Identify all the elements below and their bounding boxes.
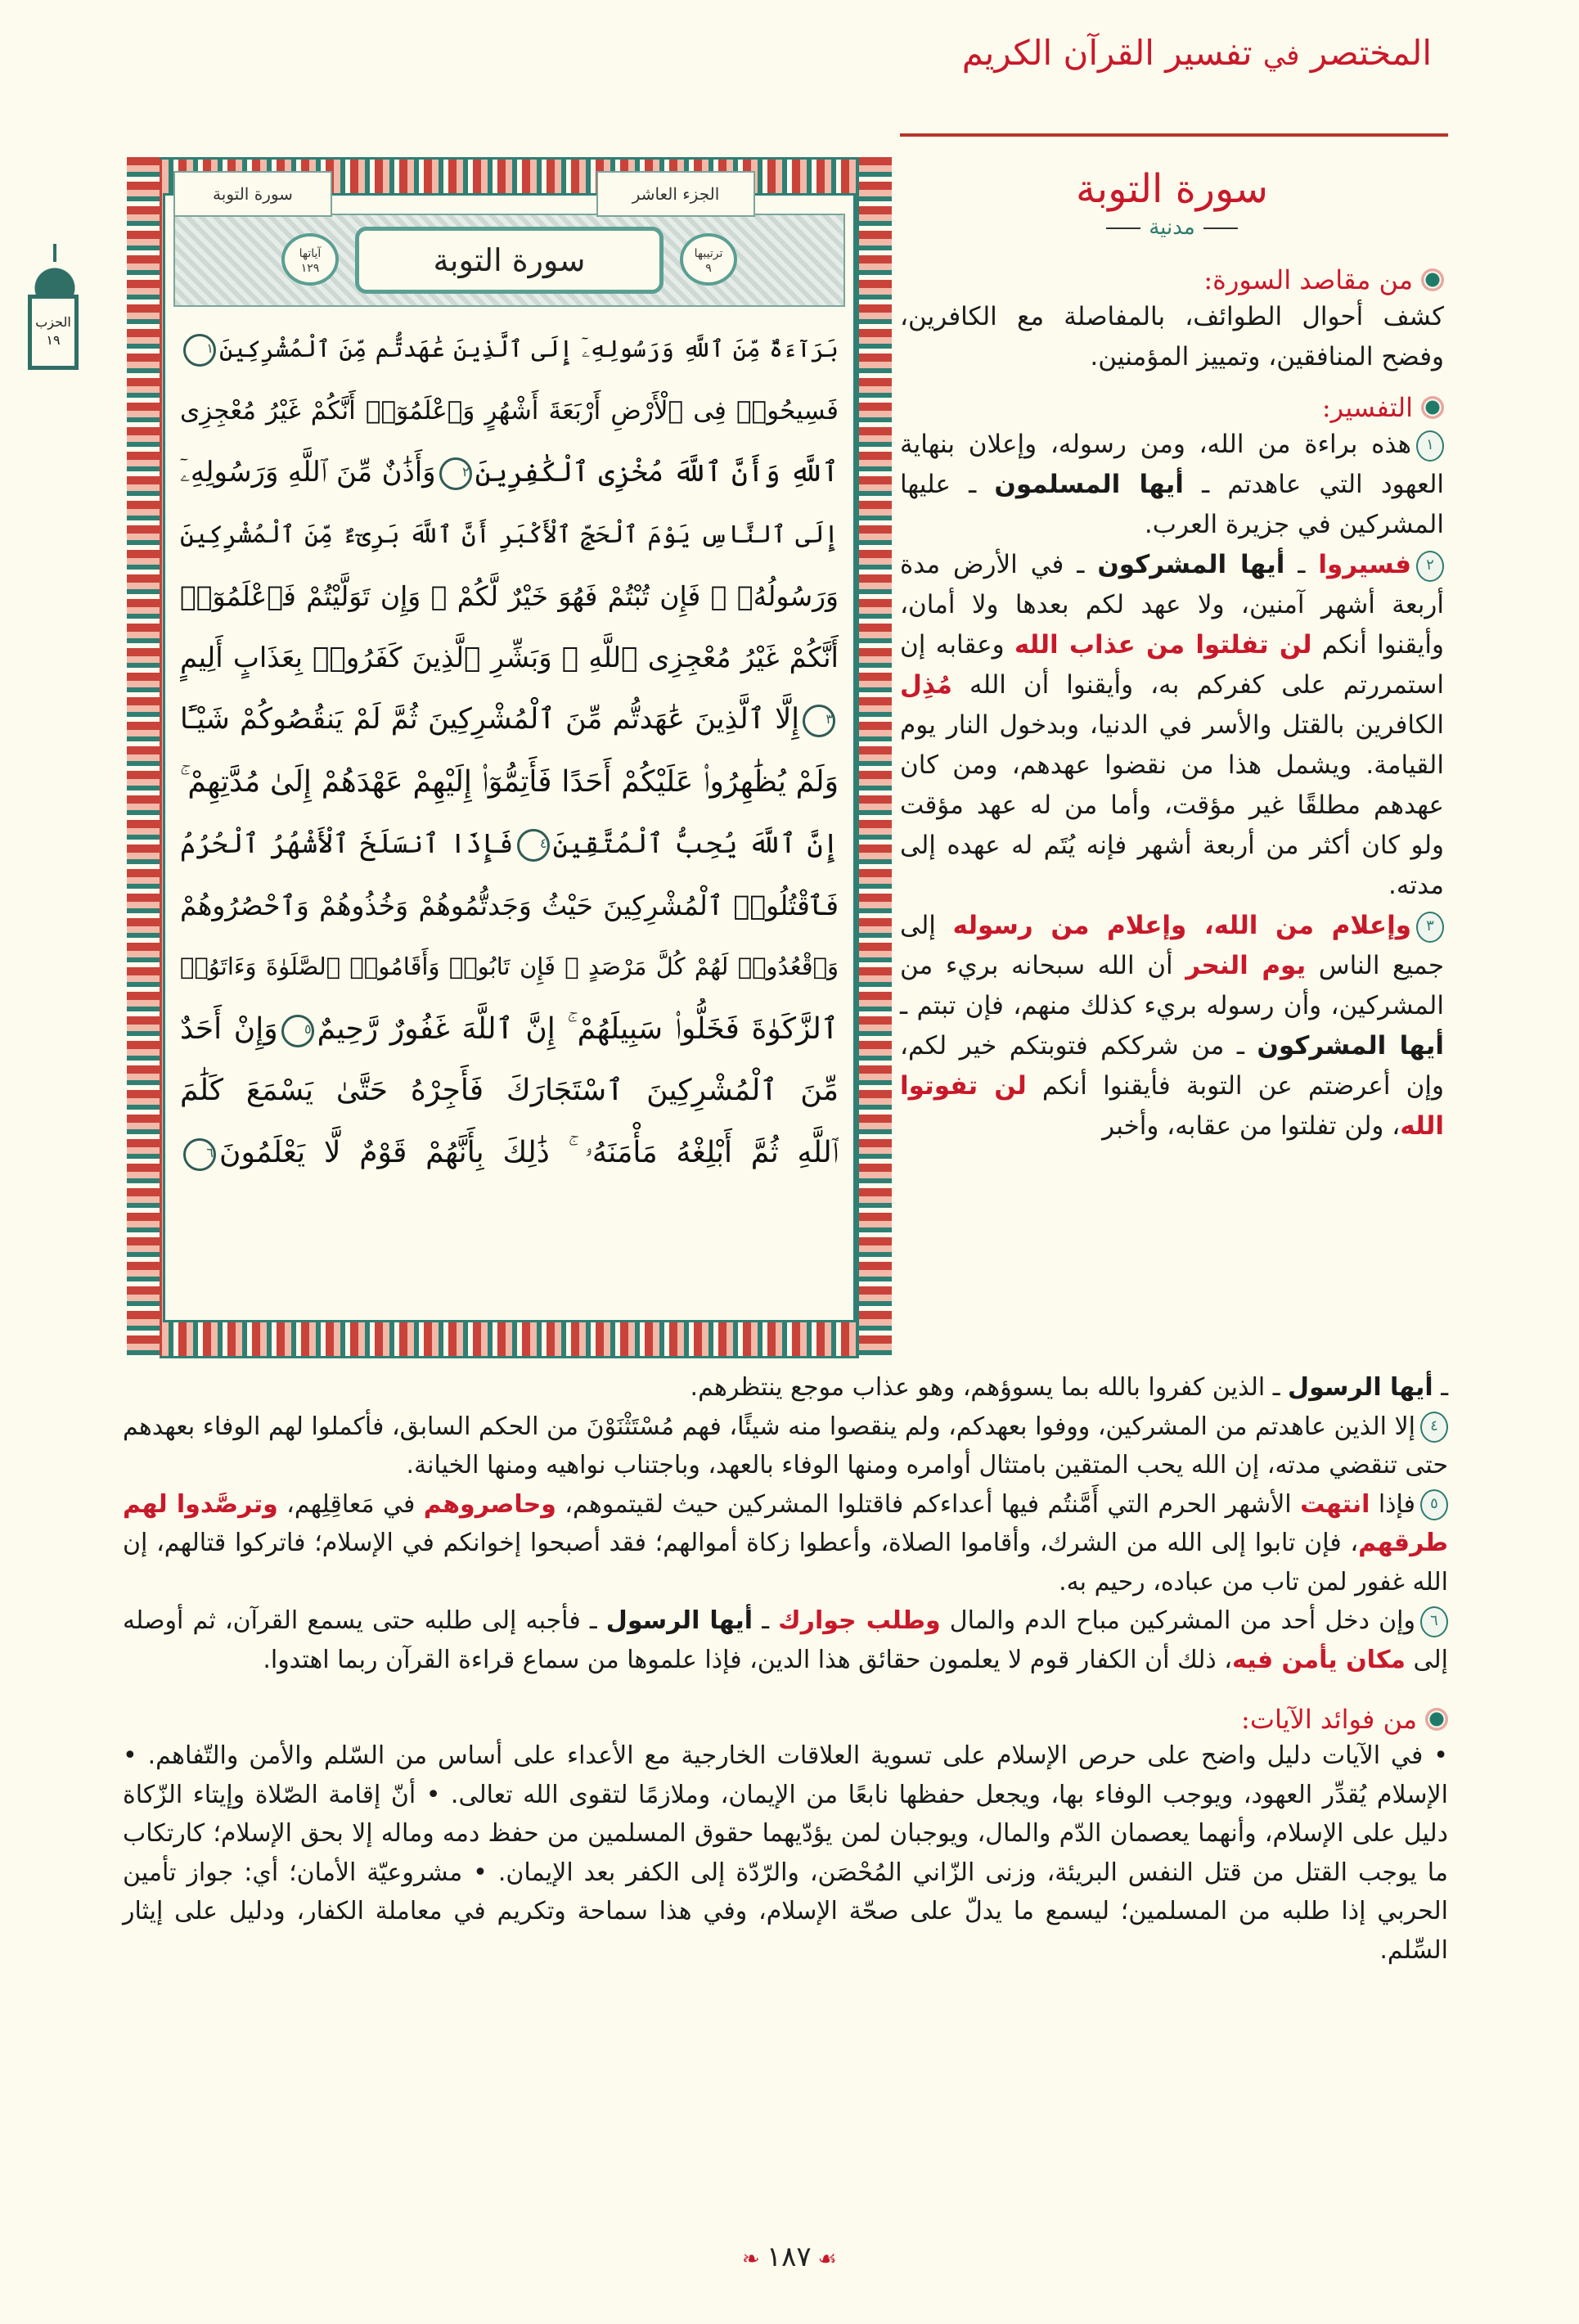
addressee: أيها المشركون	[1097, 550, 1285, 579]
text: إلا الذين عاهدتم من المشركين، ووفوا بعهدكم، ولم ينقصوا منه شيئًا، فهم مُسْتَثْنَوْنَ من الحكم السابق، فأكملوا لهم الوفاء بعهدهم حتى تنقضي مدته، إن الله يحب المتقين بامتثال أوامره ومنها الوفاء بالعهد، وباجتناب نواهيه ومنها الخيانة.	[123, 1412, 1448, 1480]
hizb-box	[28, 295, 79, 370]
order-label: ترتيبها	[694, 247, 723, 260]
full-width-commentary	[123, 1368, 1448, 1970]
addressee: أيها الرسول	[605, 1606, 754, 1635]
verse-number-icon: ١	[1416, 430, 1444, 462]
text: الكافرين بالقتل والأسر في الدنيا، وبدخول النار يوم القيامة. ويشمل هذا من نقضوا عهدهم، ومن كان عهدهم مطلقًا غير مؤقت، وأما من له عهد مؤقت ولو كان أكثر من أربعة أشهر فإنه يُتَم له عهده إلى مدته.	[900, 710, 1444, 900]
ayat-count-medallion	[281, 233, 339, 286]
verse-number-icon: ٦	[1420, 1606, 1448, 1637]
hizb-number: ١٩	[46, 332, 61, 348]
quran-line-text: إِلَى ٱلنَّاسِ يَوْمَ ٱلْحَجِّ ٱلْأَكْبَرِ أَنَّ ٱللَّهَ بَرِىٓءٌ مِّنَ ٱلْمُشْرِكِينَ	[180, 520, 839, 549]
quran-line-text: وَٱقْعُدُوا۟ لَهُمْ كُلَّ مَرْصَدٍ ۚ فَإِن تَابُوا۟ وَأَقَامُوا۟ ٱلصَّلَوٰةَ وَءَاتَوُا۟	[180, 953, 839, 980]
quran-line-text: مِّنَ ٱلْمُشْرِكِينَ ٱسْتَجَارَكَ فَأَجِرْهُ حَتَّىٰ يَسْمَعَ كَلَٰمَ	[180, 1074, 839, 1107]
page-number	[0, 2241, 1579, 2273]
tafsir-heading	[900, 392, 1444, 423]
quran-line-text: فَسِيحُوا۟ فِى ٱلْأَرْضِ أَرْبَعَةَ أَشْهُرٍ وَٱعْلَمُوٓا۟ أَنَّكُمْ غَيْرُ مُعْجِزِى	[180, 395, 839, 426]
text: ، فإن تابوا إلى الله من الشرك، وأقاموا الصلاة، وأعطوا زكاة أموالهم؛ فقد أصبحوا إخوانكم في الإسلام؛ فاتركوا قتالهم، إن الله غفور لمن تاب من عباده، رحيم به.	[123, 1529, 1448, 1597]
surah-order-medallion	[680, 233, 737, 286]
quran-word: فسيروا	[1318, 550, 1412, 579]
addressee: أيها الرسول	[1288, 1373, 1433, 1402]
quran-word: وإعلام من الله، وإعلام من رسوله	[952, 911, 1411, 940]
juz-label: الجزء العاشر	[596, 171, 755, 217]
ornament-icon: ☙	[817, 2247, 837, 2272]
aims-heading	[900, 264, 1444, 295]
text: ـ	[1433, 1373, 1448, 1402]
quran-line-text: وَلَمْ يُظَٰهِرُوا۟ عَلَيْكُمْ أَحَدًا فَأَتِمُّوٓا۟ إِلَيْهِمْ عَهْدَهُمْ إِلَىٰ مُدَّتِهِمْ ۚ	[180, 764, 839, 799]
text: ـ في الأرض مدة أربعة أشهر آمنين، ولا عهد لكم بعدها ولا أمان، وأيقنوا أنكم	[900, 550, 1444, 660]
hizb-marker	[26, 254, 83, 376]
quran-line	[180, 875, 839, 937]
ayah-end-marker-icon: ٣	[803, 705, 835, 737]
tafsir-verse-1	[900, 425, 1444, 545]
quran-line	[180, 565, 839, 628]
text: وإن دخل أحد من المشركين مباح الدم والمال	[940, 1606, 1415, 1635]
mushaf-page	[163, 184, 856, 1322]
tafsir-verse-3	[900, 906, 1444, 1146]
quran-line-text: إِلَّا ٱلَّذِينَ عَٰهَدتُّم مِّنَ ٱلْمُشْرِكِينَ ثُمَّ لَمْ يَنقُصُوكُمْ شَيْـًٔا	[180, 703, 799, 736]
rosette-icon	[1421, 396, 1444, 419]
text: أن الله سبحانه بريء من المشركين، وأن رسوله بريء كذلك منهم، فإن تبتم ـ	[900, 951, 1444, 1020]
quran-text	[180, 318, 839, 1183]
tafsir-verse-4	[123, 1407, 1448, 1485]
verse-number-icon: ٣	[1416, 912, 1444, 943]
text: ، ذلك أن الكفار قوم لا يعلمون حقائق هذا الدين، فإذا علموها من سماع قراءة القرآن ربما اهتدوا.	[263, 1645, 1232, 1674]
tafsir-heading-text: التفسير:	[1321, 392, 1413, 423]
ayah-end-marker-icon: ١	[183, 334, 216, 367]
quran-line	[180, 1122, 839, 1184]
ayat-count-label: آياتها	[299, 247, 322, 260]
hizb-label: الحزب	[35, 314, 71, 330]
quran-word: لن تفلتوا من عذاب الله	[1014, 630, 1312, 660]
book-title-part1: المختصر	[1310, 33, 1432, 73]
quran-word: لن تفوتوا الله	[900, 1071, 1444, 1141]
quran-line	[180, 751, 839, 813]
surah-banner	[173, 214, 845, 307]
ayah-end-marker-icon: ٤	[517, 829, 550, 862]
addressee: أيها المسلمون	[994, 470, 1184, 499]
quran-line	[180, 1060, 839, 1122]
tafsir-verse-2	[900, 545, 1444, 906]
revelation-label: مدنية	[1149, 215, 1195, 240]
quran-line-text: ٱللَّهِ ثُمَّ أَبْلِغْهُ مَأْمَنَهُۥ ۚ ذَٰلِكَ بِأَنَّهُمْ قَوْمٌ لَّا يَعْلَمُونَ	[219, 1135, 839, 1169]
aims-text: كشف أحوال الطوائف، بالمفاصلة مع الكافرين، وفضح المنافقين، وتمييز المؤمنين.	[900, 302, 1444, 372]
quran-word: مُذِل	[900, 670, 952, 700]
divider	[1203, 227, 1238, 229]
quran-line	[180, 318, 839, 381]
mushaf-frame	[127, 157, 892, 1358]
tafsir-verse-5	[123, 1485, 1448, 1602]
quran-line-text: وَأَذَٰنٌ مِّنَ ٱللَّهِ وَرَسُولِهِۦٓ	[180, 456, 436, 489]
ornament-icon: ❧	[742, 2247, 760, 2272]
quran-line-text: وَرَسُولُهُۥ ۚ فَإِن تُبْتُمْ فَهُوَ خَيْرٌ لَّكُمْ ۖ وَإِن تَوَلَّيْتُمْ فَٱعْلَمُوٓا۟	[180, 580, 839, 612]
quran-word: مكان يأمن فيه	[1232, 1645, 1406, 1674]
text: إلى جميع الناس	[900, 911, 1444, 980]
text: الأشهر الحرم التي أَمَّنتُم فيها أعداءكم فاقتلوا المشركين حيث لقيتموهم،	[556, 1489, 1301, 1519]
tafsir-verse-6	[123, 1601, 1448, 1679]
benefits-heading	[123, 1704, 1448, 1735]
verse-number-icon: ٤	[1420, 1412, 1448, 1443]
quran-line	[180, 442, 839, 504]
quran-line-text: فَٱقْتُلُوا۟ ٱلْمُشْرِكِينَ حَيْثُ وَجَدتُّمُوهُمْ وَخُذُوهُمْ وَٱحْصُرُوهُمْ	[180, 889, 839, 921]
quran-line	[180, 504, 839, 566]
benefits-heading-text: من فوائد الآيات:	[1241, 1704, 1417, 1735]
quran-line	[180, 813, 839, 875]
quran-line	[180, 998, 839, 1061]
text: في مَعاقِلِهم،	[277, 1489, 424, 1519]
ayah-end-marker-icon: ٢	[439, 457, 472, 490]
order-value: ٩	[705, 262, 712, 275]
text: ـ	[753, 1606, 779, 1635]
quran-line	[180, 936, 839, 998]
quran-line-text: فَإِذَا ٱنسَلَخَ ٱلْأَشْهُرُ ٱلْحُرُمُ	[180, 827, 514, 859]
book-title	[900, 33, 1432, 73]
quran-line-text: بَرَآءَةٌ مِّنَ ٱللَّهِ وَرَسُولِهِۦٓ إِلَى ٱلَّذِينَ عَٰهَدتُّم مِّنَ ٱلْمُشْرِكِينَ	[219, 335, 839, 363]
text: ـ فأجبه إلى طلبه حتى يسمع القرآن، ثم أوصله إلى	[123, 1606, 1448, 1674]
rosette-icon	[1421, 268, 1444, 291]
quran-word: يوم النحر	[1185, 951, 1307, 980]
book-title-part2: في	[1262, 39, 1300, 72]
verse-number-icon: ٢	[1416, 551, 1444, 582]
ayah-end-marker-icon: ٦	[183, 1138, 216, 1171]
quran-line	[180, 381, 839, 443]
quran-word: انتهت	[1300, 1489, 1370, 1519]
header-rule	[900, 133, 1448, 137]
aims-heading-text: من مقاصد السورة:	[1203, 264, 1413, 295]
commentary-column	[900, 160, 1444, 1146]
text: ـ الذين كفروا بالله بما يسوؤهم، وهو عذاب موجع ينتظرهم.	[690, 1373, 1289, 1402]
quran-line-text: أَنَّكُمْ غَيْرُ مُعْجِزِى ٱللَّهِ ۗ وَبَشِّرِ ٱلَّذِينَ كَفَرُوا۟ بِعَذَابٍ أَلِيمٍ	[180, 641, 839, 674]
quran-line	[180, 689, 839, 751]
quran-line-text: إِنَّ ٱللَّهَ يُحِبُّ ٱلْمُتَّقِينَ	[552, 827, 839, 859]
page-number-value: ١٨٧	[766, 2241, 812, 2273]
text: ، ولن تفلتوا من عقابه، وأخبر	[1102, 1111, 1401, 1141]
quran-word: وطلب جوارك	[778, 1606, 941, 1635]
divider	[1106, 227, 1140, 229]
text: وعقابه إن استمررتم على كفركم به، وأيقنوا أن الله	[900, 630, 1444, 700]
ayah-end-marker-icon: ٥	[281, 1015, 314, 1047]
revelation-type	[900, 215, 1444, 240]
quran-line-text: وَإِنْ أَحَدٌ	[180, 1011, 278, 1046]
benefits-text: • في الآيات دليل واضح على حرص الإسلام على تسوية العلاقات الخارجية مع الأعداء على أساس من السّلم والأمن والتّفاهم. • الإسلام يُقدِّر العهود، ويوجب الوفاء بها، ويجعل حفظها نابعًا من الإيمان، وملازمًا لتقوى الله تعالى. • أنّ إقامة الصّلاة وإيتاء الزّكاة دليل على الإسلام، وأنهما يعصمان الدّم والمال، ويوجبان لمن يؤدّيهما حقوق المسلمين من حفظ دمه وماله إلا بحق الإسلام؛ كارتكاب ما يوجب القتل من قتل النفس البريئة، وزنى الزّاني المُحْصَن، والرّدّة إلى الكفر بعد الإيمان. • مشروعيّة الأمان؛ أي: جواز تأمين الحربي إذا طلبه من المسلمين؛ ليسمع ما يدلّ على صحّة الإسلام، وفي هذا سماحة وتكريم في معاملة الكفار، ودليل على إيثار السِّلم.	[123, 1741, 1448, 1965]
book-title-part3: تفسير القرآن الكريم	[961, 33, 1253, 73]
addressee: أيها المشركون	[1257, 1031, 1444, 1061]
quran-line-text: ٱللَّهِ وَأَنَّ ٱللَّهَ مُخْزِى ٱلْكَٰفِرِينَ	[475, 456, 839, 489]
text: فإذا	[1370, 1489, 1416, 1519]
surah-label: سورة التوبة	[173, 171, 332, 217]
tafsir-verse-3-continued	[123, 1368, 1448, 1407]
banner-title: سورة التوبة	[355, 227, 664, 294]
text: ـ عليها المشركين في جزيرة العرب.	[900, 470, 1444, 539]
quran-word: وترصَّدوا لهم طرقهم	[123, 1489, 1448, 1557]
rosette-icon	[1425, 1708, 1448, 1731]
text: ـ من شرككم فتوبتكم خير لكم، وإن أعرضتم عن التوبة فأيقنوا أنكم	[900, 1031, 1444, 1101]
surah-name: سورة التوبة	[1076, 166, 1268, 212]
verse-number-icon: ٥	[1420, 1489, 1448, 1520]
ayat-count-value: ١٢٩	[300, 262, 320, 275]
text: ـ	[1284, 550, 1319, 579]
quran-line-text: ٱلزَّكَوٰةَ فَخَلُّوا۟ سَبِيلَهُمْ ۚ إِنَّ ٱللَّهَ غَفُورٌ رَّحِيمٌ	[317, 1011, 839, 1046]
text: هذه براءة من الله، ومن رسوله، وإعلان بنهاية العهود التي عاهدتم ـ	[900, 430, 1444, 499]
quran-line	[180, 628, 839, 690]
quran-word: وحاصروهم	[423, 1489, 556, 1519]
